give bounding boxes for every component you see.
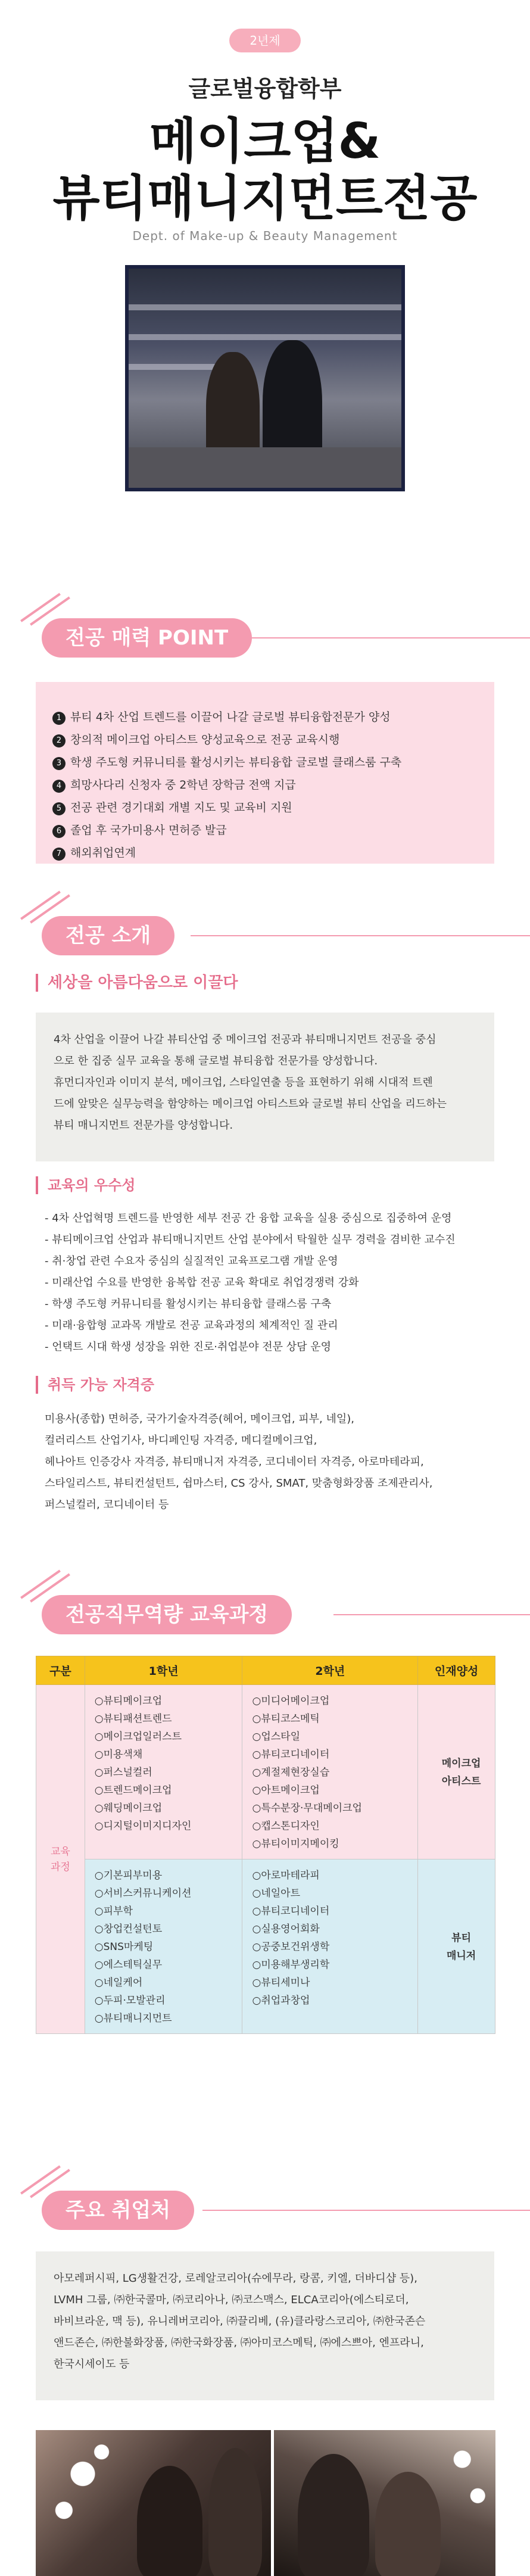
list-item: - 언택트 시대 학생 성장을 위한 진로·취업분야 전문 상담 운영 [45,1341,332,1353]
course-item: ○아로마테라피 [252,1870,320,1882]
column-header: 2학년 [242,1656,418,1685]
course-item: ○메이크업일러스트 [94,1731,182,1743]
table-cell [85,1859,242,2034]
row-label [36,1685,85,2034]
course-item: ○아트메이크업 [252,1784,320,1796]
cell-text: 메이크업 [441,1758,481,1770]
year-badge: 2년제 [229,29,301,52]
course-item: ○트렌드메이크업 [94,1784,172,1796]
course-item: ○피부학 [94,1905,133,1917]
jobs-text: 아모레퍼시픽, LG생활건강, 로레알코리아(슈에무라, 랑콤, 키엘, 더바디샵 등), LVMH 그룹, ㈜한국콜마, ㈜코리아나, ㈜코스맥스, ELCA코리아(에스티로더, 바비브라운, 맥 등), 유니레버코리아, ㈜끌리베, (유)클라랑스코리아, ㈜한국존슨 앤드존슨, ㈜한불화장품, ㈜한국화장품, ㈜아미코스메틱, ㈜에스쁘아, 엔프라니, 한국시세이도 등 [36,2251,494,2400]
cell-text: 교육 [50,1845,70,1858]
certs-heading: 취득 가능 자격증 [36,1376,154,1394]
cell-text: 과정 [50,1861,70,1873]
course-item: ○뷰티코디네이터 [252,1749,330,1761]
course-item: ○웨딩메이크업 [94,1802,163,1814]
list-item: 1 뷰티 4차 산업 트렌드를 이끌어 나갈 글로벌 뷰티융합전문가 양성 [52,706,494,728]
course-item: ○공중보건위생학 [252,1941,330,1953]
course-item: ○뷰티코디네이터 [252,1905,330,1917]
curriculum-table [36,1656,495,2034]
jobs-heading: 주요 취업처 [42,2191,194,2230]
list-item: - 미래산업 수요를 반영한 융복합 전공 교육 확대로 취업경쟁력 강화 [45,1276,359,1289]
cell-text: 아티스트 [441,1776,481,1787]
course-item: ○뷰티패션트렌드 [94,1713,172,1725]
column-header: 인재양성 [418,1656,495,1685]
table-row [36,1685,495,1859]
list-item: 2 창의적 메이크업 아티스트 양성교육으로 전공 교육시행 [52,728,494,751]
list-item: 6 졸업 후 국가미용사 면허증 발급 [52,819,494,842]
strengths-header [0,596,530,667]
department-name: 글로벌융합학부 [188,76,342,102]
excellence-heading: 교육의 우수성 [36,1176,135,1194]
list-item: - 미래·융합형 교과목 개발로 전공 교육과정의 체계적인 질 관리 [45,1319,338,1332]
strengths-list [36,682,494,864]
course-item: ○특수분장·무대메이크업 [252,1802,362,1814]
intro-paragraph: 4차 산업을 이끌어 나갈 뷰티산업 중 메이크업 전공과 뷰티매니지먼트 전공을 중심 으로 한 집중 실무 교육을 통해 글로벌 뷰티융합 전문가를 양성합니다. 휴먼디자인과 이미지 분석, 메이크업, 스타일연출 등을 표현하기 위해 시대적 트렌 드에 앞맞은 실무능력을 함양하는 메이크업 아티스트와 글로벌 뷰티 산업을 리드하는 뷰티 매니지먼트 전문가를 양성합니다. [36,1013,494,1161]
course-item: ○미용해부생리학 [252,1959,330,1971]
department-english: Dept. of Make-up & Beauty Management [132,229,398,243]
course-item: ○실용영어회화 [252,1923,320,1935]
list-item: - 뷰티메이크업 산업과 뷰티매니지먼트 산업 분야에서 탁월한 실무 경력을 겸비한 교수진 [45,1234,456,1246]
page-title-line2: 뷰티매니지먼트전공 [52,170,478,227]
course-item: ○에스테틱실무 [94,1959,163,1971]
list-item: 4 희망사다리 신청자 중 2학년 장학금 전액 지급 [52,774,494,796]
makeup-photo-right [274,2430,495,2576]
course-item: ○창업컨설턴토 [94,1923,163,1935]
target-cell [418,1859,495,2034]
intro-header [0,893,530,965]
course-item: ○뷰티코스메틱 [252,1713,320,1725]
column-header: 1학년 [85,1656,242,1685]
course-item: ○미용색채 [94,1749,143,1761]
course-item: ○뷰티세미나 [252,1977,310,1989]
curriculum-header [0,1572,530,1644]
course-item: ○취업과창업 [252,1995,310,2007]
jobs-header [0,2168,530,2239]
column-header: 구분 [36,1656,85,1685]
course-item: ○뷰티이미지메이킹 [252,1838,339,1850]
table-cell [85,1685,242,1859]
certs-text: 미용사(종합) 면허증, 국가기술자격증(헤어, 메이크업, 피부, 네일), 컬러리스트 산업기사, 바디페인팅 자격증, 메디컬메이크업, 헤나아트 인증강사 자격증, 뷰티매니저 자격증, 코디네이터 자격증, 아로마테라피, 스타일리스트, 뷰티컨설턴트, 쉽마스터, CS 강사, SMAT, 맞춤형화장품 조제관리사, 퍼스널컬러, 코디네이터 등 [45,1413,433,1511]
list-item: 7 해외취업연계 [52,842,494,864]
list-item: - 취·창업 관련 수요자 중심의 실질적인 교육프로그램 개발 운영 [45,1255,338,1267]
course-item: ○SNS마케팅 [94,1941,154,1953]
course-item: ○기본피부미용 [94,1870,163,1882]
table-cell [242,1685,418,1859]
table-header-row [36,1656,495,1685]
intro-heading: 전공 소개 [42,916,174,955]
target-cell [418,1685,495,1859]
course-item: ○네일케어 [94,1977,143,1989]
hero-photo [125,265,405,491]
list-item: - 학생 주도형 커뮤니티를 활성시키는 뷰티융합 클래스룸 구축 [45,1298,332,1310]
course-item: ○계절제현장실습 [252,1767,330,1778]
course-item: ○미디어메이크업 [252,1695,330,1707]
course-item: ○서비스커뮤니케이션 [94,1887,192,1899]
course-item: ○뷰티메이크업 [94,1695,163,1707]
course-item: ○캡스톤디자인 [252,1820,320,1832]
excellence-list [45,1208,497,1358]
strengths-heading: 전공 매력 POINT [42,618,252,658]
curriculum-heading: 전공직무역량 교육과정 [42,1595,292,1634]
table-cell [242,1859,418,2034]
cell-text: 매니저 [446,1950,476,1962]
page-title-line1: 메이크업& [149,113,381,170]
cell-text: 뷰티 [451,1932,471,1944]
list-item: - 4차 산업혁명 트렌드를 반영한 세부 전공 간 융합 교육을 실용 중심으로 집중하여 운영 [45,1212,452,1225]
course-item: ○뷰티매니지먼트 [94,2013,172,2024]
course-item: ○업스타일 [252,1731,301,1743]
table-row [36,1859,495,2034]
course-item: ○두피·모발관리 [94,1995,166,2007]
intro-sub-heading: 세상을 아름다움으로 이끌다 [36,974,238,992]
makeup-photo-left [36,2430,271,2576]
course-item: ○퍼스널컬러 [94,1767,152,1778]
course-item: ○네일아트 [252,1887,301,1899]
list-item: 5 전공 관련 경기대회 개별 지도 및 교육비 지원 [52,796,494,819]
list-item: 3 학생 주도형 커뮤니티를 활성시키는 뷰티융합 글로벌 클래스룸 구축 [52,751,494,774]
course-item: ○디지털이미지디자인 [94,1820,192,1832]
